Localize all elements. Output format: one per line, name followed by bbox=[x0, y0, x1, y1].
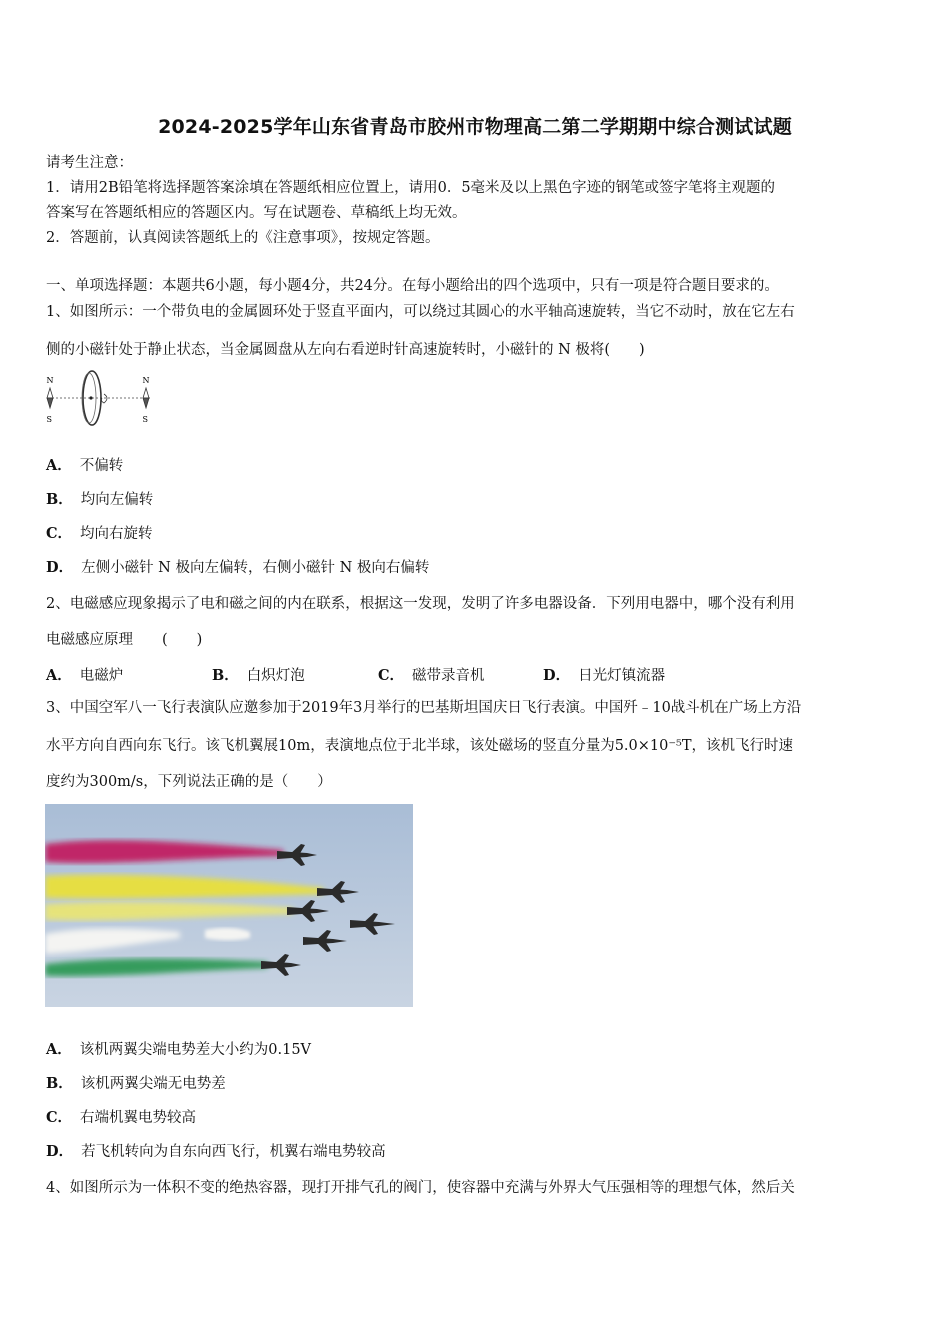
q1-option-c: C． 均向右旋转 bbox=[46, 525, 153, 542]
q3-option-d: D． 若飞机转向为自东向西飞行，机翼右端电势较高 bbox=[46, 1143, 386, 1160]
right-n-label: N bbox=[142, 376, 150, 385]
q2-option-a: A． 电磁炉 bbox=[46, 667, 124, 684]
q4-stem-line-1: 4、如图所示为一体积不变的绝热容器，现打开排气孔的阀门，使容器中充满与外界大气压强相等的理想气体，然后关 bbox=[46, 1180, 795, 1196]
q3-option-b: B． 该机两翼尖端无电势差 bbox=[46, 1075, 226, 1092]
q2-option-c: C． 磁带录音机 bbox=[378, 667, 485, 684]
section-heading: 一、单项选择题：本题共6小题，每小题4分，共24分。在每小题给出的四个选项中，只有一项是符合题目要求的。 bbox=[46, 278, 779, 294]
notice-line-1: 1．请用2B铅笔将选择题答案涂填在答题纸相应位置上，请用0．5毫米及以上黑色字迹的钢笔或签字笔将主观题的 bbox=[46, 180, 776, 196]
right-needle-n bbox=[143, 388, 149, 398]
q1-option-b: B． 均向左偏转 bbox=[46, 491, 154, 508]
left-s-label: S bbox=[46, 415, 52, 424]
q1-stem-line-1: 1、如图所示：一个带负电的金属圆环处于竖直平面内，可以绕过其圆心的水平轴高速旋转，当它不动时，放在它左右 bbox=[46, 304, 795, 320]
right-needle-s bbox=[143, 398, 149, 408]
notice-line-2: 答案写在答题纸相应的答题区内。写在试题卷、草稿纸上均无效。 bbox=[46, 205, 467, 221]
jet-formation-photo bbox=[45, 804, 413, 1007]
notice-heading: 请考生注意： bbox=[46, 155, 133, 171]
q1-stem-line-2: 侧的小磁针处于静止状态，当金属圆盘从左向右看逆时针高速旋转时，小磁针的 N 极将( ) bbox=[46, 342, 645, 358]
q1-option-d: D． 左侧小磁针 N 极向左偏转，右侧小磁针 N 极向右偏转 bbox=[46, 559, 430, 576]
q2-option-d: D． 日光灯镇流器 bbox=[543, 667, 666, 684]
right-s-label: S bbox=[142, 415, 148, 424]
q2-options-row bbox=[46, 664, 665, 685]
left-needle-n bbox=[47, 388, 53, 398]
ring-magnet-figure bbox=[42, 368, 162, 430]
page-title: 2024-2025学年山东省青岛市胶州市物理高二第二学期期中综合测试试题 bbox=[158, 116, 792, 138]
left-needle-s bbox=[47, 398, 53, 408]
q2-stem-line-2: 电磁感应原理 ( ) bbox=[46, 632, 203, 648]
q3-stem-line-1: 3、中国空军八一飞行表演队应邀参加于2019年3月举行的巴基斯坦国庆日飞行表演。中国歼﹣10战斗机在广场上方沿 bbox=[46, 700, 802, 716]
rotation-arrow bbox=[101, 394, 107, 403]
q3-stem-line-2: 水平方向自西向东飞行。该飞机翼展10m，表演地点位于北半球，该处磁场的竖直分量为5.0×10⁻⁵T，该机飞行时速 bbox=[46, 738, 793, 754]
q3-stem-line-3: 度约为300m/s，下列说法正确的是（ ） bbox=[46, 774, 332, 790]
q3-option-c: C． 右端机翼电势较高 bbox=[46, 1109, 197, 1126]
q2-stem-line-1: 2、电磁感应现象揭示了电和磁之间的内在联系，根据这一发现，发明了许多电器设备．下列用电器中，哪个没有利用 bbox=[46, 596, 795, 612]
q1-option-a: A． 不偏转 bbox=[46, 457, 124, 474]
ring-center bbox=[89, 396, 92, 399]
q3-option-a: A． 该机两翼尖端电势差大小约为0.15V bbox=[46, 1041, 312, 1058]
left-n-label: N bbox=[46, 376, 54, 385]
notice-line-3: 2．答题前，认真阅读答题纸上的《注意事项》，按规定答题。 bbox=[46, 230, 440, 246]
q2-option-b: B． 白炽灯泡 bbox=[212, 667, 305, 684]
